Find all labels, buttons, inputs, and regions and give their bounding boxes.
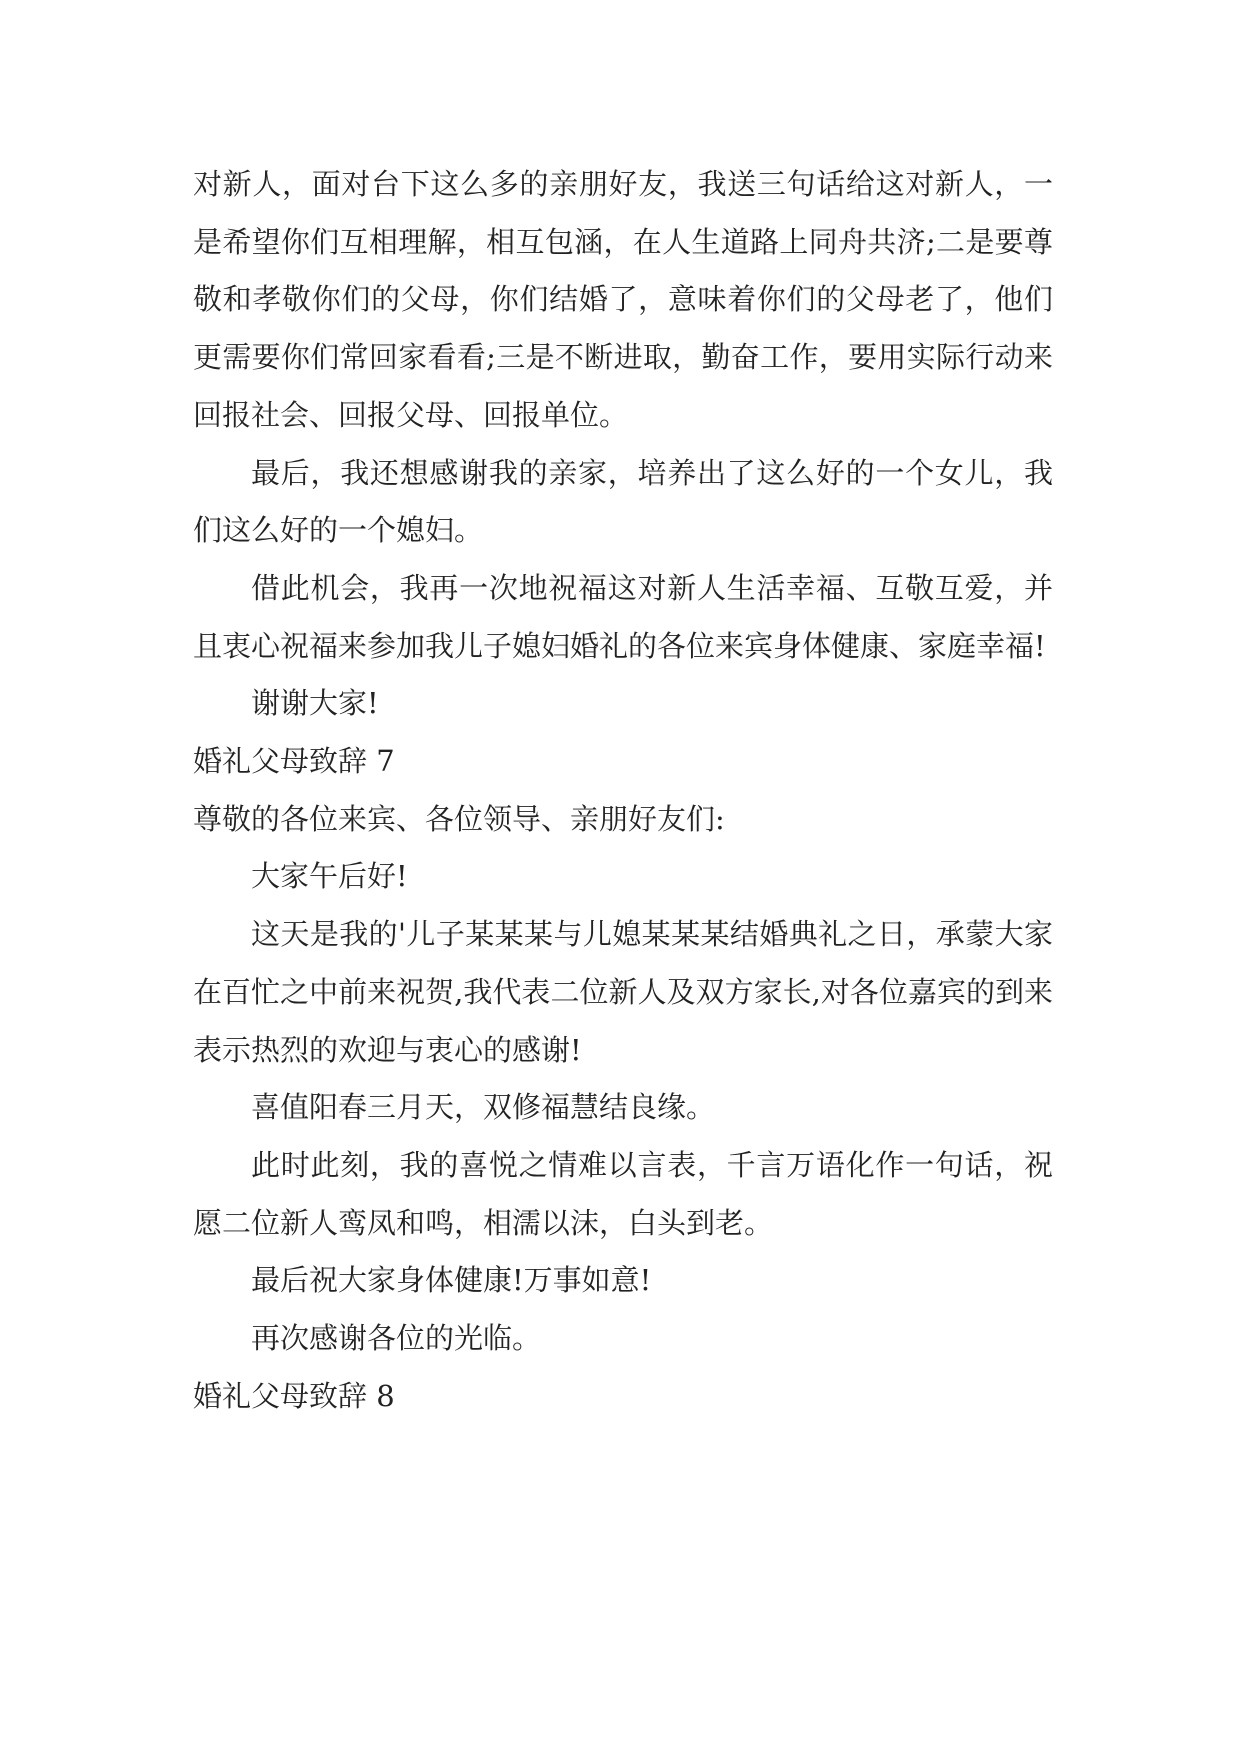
paragraph-greeting: 大家午后好! <box>251 859 408 894</box>
paragraph-advice: 对新人，面对台下这么多的亲朋好友，我送三句话给这对新人，一是希望你们互相理解，相互包涵，在人生道路上同舟共济;二是要尊敬和孝敬你们的父母，你们结婚了，意味着你们的父母老了，他们更需要你们常回家看看;三是不断进取，勤奋工作，要用实际行动来回报社会、回报父母、回报单位。 <box>193 167 1053 432</box>
paragraph-spring: 喜值阳春三月天，双修福慧结良缘。 <box>251 1090 716 1125</box>
section-heading-7: 婚礼父母致辞 7 <box>193 744 395 779</box>
paragraph-thanks-inlaws: 最后，我还想感谢我的亲家，培养出了这么好的一个女儿，我们这么好的一个媳妇。 <box>193 455 1053 548</box>
paragraph-thank-you: 谢谢大家! <box>251 686 379 721</box>
paragraph-blessing: 借此机会，我再一次地祝福这对新人生活幸福、互敬互爱，并且衷心祝福来参加我儿子媳妇婚礼的各位来宾身体健康、家庭幸福! <box>193 570 1053 663</box>
section-heading-8: 婚礼父母致辞 8 <box>193 1378 395 1413</box>
paragraph-salutation: 尊敬的各位来宾、各位领导、亲朋好友们: <box>193 801 725 836</box>
paragraph-welcome: 这天是我的'儿子某某某与儿媳某某某结婚典礼之日，承蒙大家在百忙之中前来祝贺,我代表二位新人及双方家长,对各位嘉宾的到来表示热烈的欢迎与衷心的感谢! <box>193 917 1053 1067</box>
paragraph-health: 最后祝大家身体健康!万事如意! <box>251 1263 652 1298</box>
paragraph-closing: 再次感谢各位的光临。 <box>251 1321 542 1356</box>
paragraph-wishes: 此时此刻，我的喜悦之情难以言表，千言万语化作一句话，祝愿二位新人鸾凤和鸣，相濡以沫，白头到老。 <box>193 1147 1053 1240</box>
document-page <box>193 156 1053 1425</box>
